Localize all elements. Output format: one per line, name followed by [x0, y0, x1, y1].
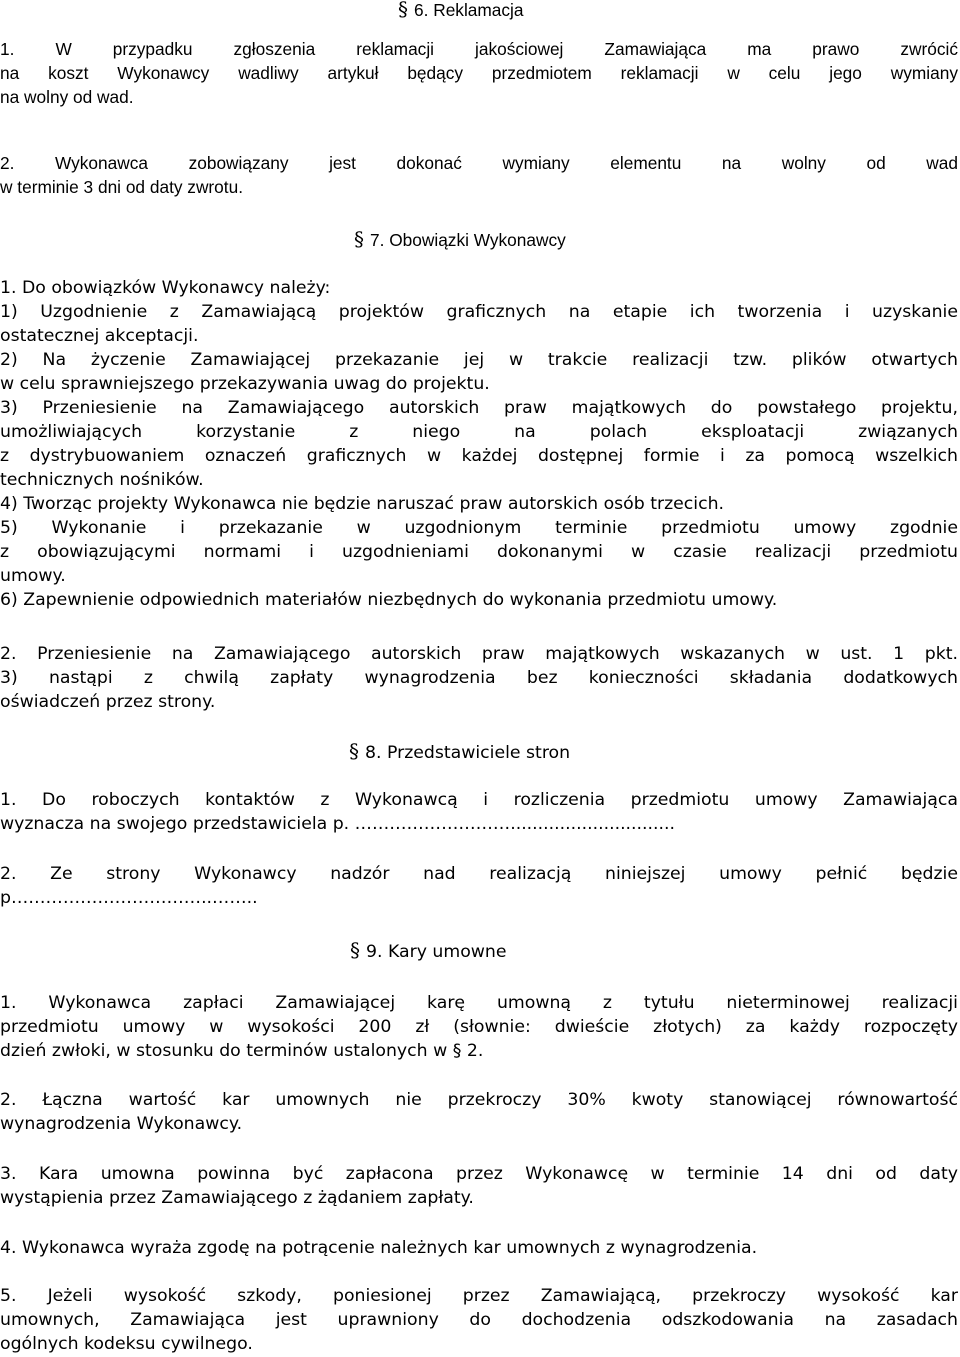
section-9-paragraph-3	[0, 1162, 958, 1210]
section-9-paragraph-5	[0, 1284, 958, 1356]
list-item: z obowiązującymi normami i uzgodnieniami dokonanymi w czasie realizacji przedmiotu	[0, 542, 958, 562]
text-line: na koszt Wykonawcy wadliwy artykuł będący przedmiotem reklamacji w celu jego wymiany	[0, 63, 958, 83]
list-intro: 1. Do obowiązków Wykonawcy należy:	[0, 278, 331, 298]
text-line: w terminie 3 dni od daty zwrotu.	[0, 177, 244, 197]
text-line: wystąpienia przez Zamawiającego z żądaniem zapłaty.	[0, 1188, 474, 1208]
text-line: 2. Przeniesienie na Zamawiającego autorskich praw majątkowych wskazanych w ust. 1 pkt.	[0, 644, 958, 664]
section-9-heading	[350, 938, 507, 964]
section-6-paragraph-1	[0, 37, 958, 109]
text-line: dzień zwłoki, w stosunku do terminów ustalonych w § 2.	[0, 1041, 484, 1061]
section-7-paragraph-2	[0, 642, 958, 714]
list-item: z dystrybuowaniem oznaczeń graficznych w każdej dostępnej formie i za pomocą wszelkich	[0, 446, 958, 466]
text-line: na wolny od wad.	[0, 87, 134, 107]
section-6-heading	[398, 0, 524, 23]
section-7-heading	[354, 227, 566, 253]
text-line: 5. Jeżeli wysokość szkody, poniesionej przez Zamawiającą, przekroczy wysokość kar	[0, 1286, 958, 1306]
section-sign: §	[350, 938, 360, 962]
text-line: 2. Wykonawca zobowiązany jest dokonać wymiany elementu na wolny od wad	[0, 153, 958, 173]
list-item: technicznych nośników.	[0, 470, 204, 490]
list-item: w celu sprawniejszego przekazywania uwag do projektu.	[0, 374, 490, 394]
text-line: 1. Do roboczych kontaktów z Wykonawcą i rozliczenia przedmiotu umowy Zamawiająca	[0, 790, 958, 810]
section-7-list	[0, 276, 958, 612]
text-line: 2. Łączna wartość kar umownych nie przekroczy 30% kwoty stanowiącej równowartość	[0, 1090, 958, 1110]
section-title: 8. Przedstawiciele stron	[365, 743, 571, 763]
section-sign: §	[349, 739, 359, 763]
section-title: 6. Reklamacja	[414, 0, 524, 20]
section-6-paragraph-2	[0, 151, 958, 199]
text-line: p……………………………..……..	[0, 888, 258, 908]
text-line: oświadczeń przez strony.	[0, 692, 216, 712]
text-line: 1. Wykonawca zapłaci Zamawiającej karę umowną z tytułu nieterminowej realizacji	[0, 993, 958, 1013]
section-title: 9. Kary umowne	[366, 942, 507, 962]
section-title: 7. Obowiązki Wykonawcy	[370, 230, 566, 250]
section-8-paragraph-1	[0, 788, 958, 836]
section-sign: §	[398, 0, 408, 21]
list-item: 4) Tworząc projekty Wykonawca nie będzie naruszać praw autorskich osób trzecich.	[0, 494, 725, 514]
text-line: ogólnych kodeksu cywilnego.	[0, 1334, 253, 1354]
section-9-paragraph-2	[0, 1088, 958, 1136]
list-item: umożliwiających korzystanie z niego na polach eksploatacji związanych	[0, 422, 958, 442]
list-item: ostatecznej akceptacji.	[0, 326, 199, 346]
text-line: umownych, Zamawiająca jest uprawniony do dochodzenia odszkodowania na zasadach	[0, 1310, 958, 1330]
list-item: 2) Na życzenie Zamawiającej przekazanie jej w trakcie realizacji tzw. plików otwartych	[0, 350, 958, 370]
text-line: 1. W przypadku zgłoszenia reklamacji jakościowej Zamawiająca ma prawo zwrócić	[0, 39, 958, 59]
section-9-paragraph-1	[0, 991, 958, 1063]
section-9-paragraph-4	[0, 1236, 958, 1260]
text-line: 3. Kara umowna powinna być zapłacona przez Wykonawcę w terminie 14 dni od daty	[0, 1164, 958, 1184]
section-8-paragraph-2	[0, 862, 958, 910]
text-line: przedmiotu umowy w wysokości 200 zł (słownie: dwieście złotych) za każdy rozpoczęty	[0, 1017, 958, 1037]
text-line: 4. Wykonawca wyraża zgodę na potrącenie należnych kar umownych z wynagrodzenia.	[0, 1238, 758, 1258]
text-line: 2. Ze strony Wykonawcy nadzór nad realizacją niniejszej umowy pełnić będzie	[0, 864, 958, 884]
text-line: 3) nastąpi z chwilą zapłaty wynagrodzenia bez konieczności składania dodatkowych	[0, 668, 958, 688]
list-item: 5) Wykonanie i przekazanie w uzgodnionym terminie przedmiotu umowy zgodnie	[0, 518, 958, 538]
section-8-heading	[349, 739, 570, 765]
list-item: 1) Uzgodnienie z Zamawiającą projektów graficznych na etapie ich tworzenia i uzyskanie	[0, 302, 958, 322]
list-item: 3) Przeniesienie na Zamawiającego autorskich praw majątkowych do powstałego projektu,	[0, 398, 958, 418]
text-line: wynagrodzenia Wykonawcy.	[0, 1114, 243, 1134]
list-item: umowy.	[0, 566, 66, 586]
text-line: wyznacza na swojego przedstawiciela p. ………………………..............................	[0, 814, 675, 834]
section-sign: §	[354, 227, 364, 251]
list-item: 6) Zapewnienie odpowiednich materiałów niezbędnych do wykonania przedmiotu umowy.	[0, 590, 778, 610]
